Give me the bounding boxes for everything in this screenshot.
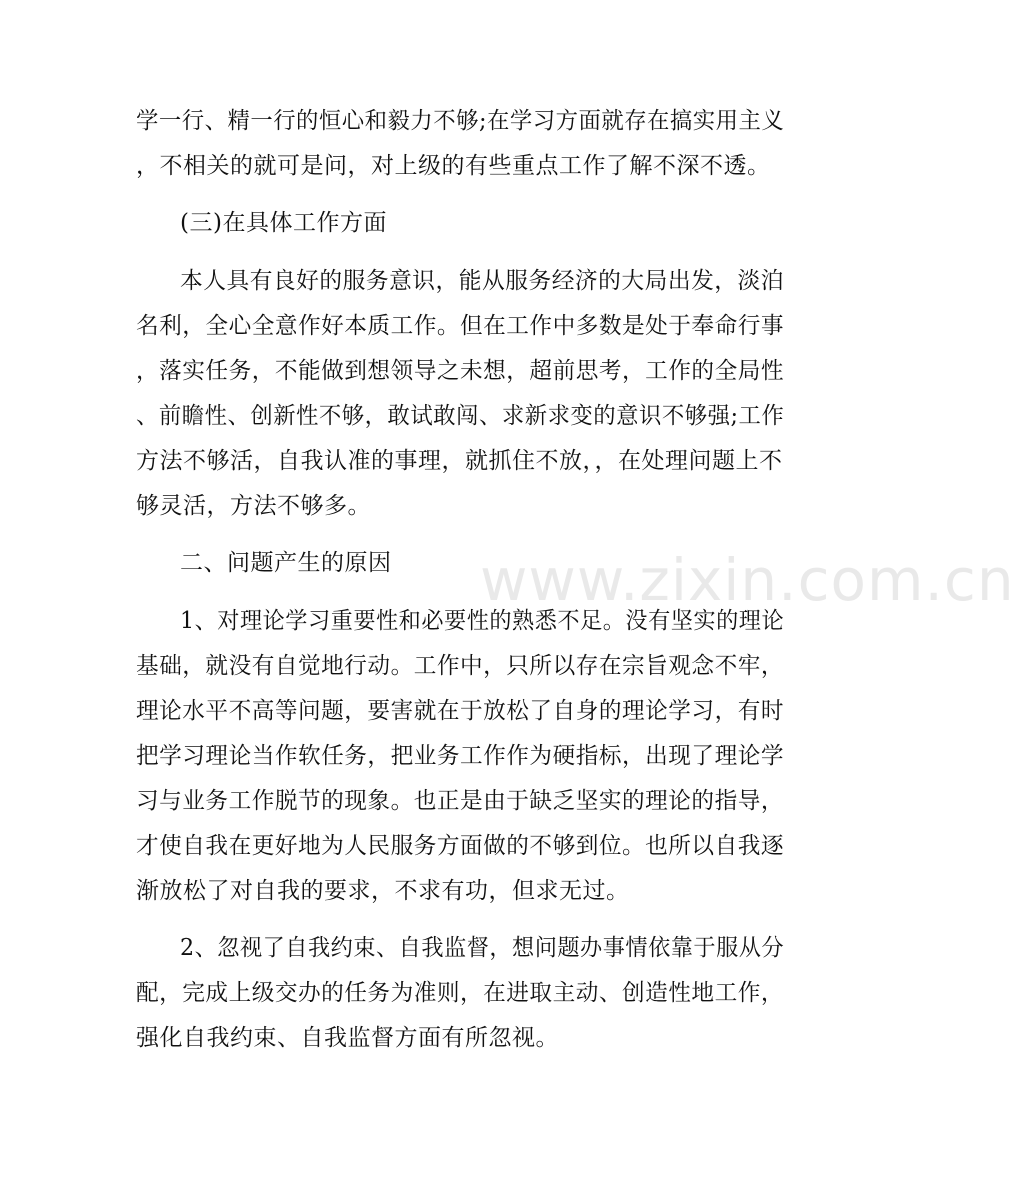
text-line: 强化自我约束、自我监督方面有所忽视。 (136, 1025, 559, 1051)
text-line: 够灵活，方法不够多。 (136, 493, 371, 519)
text-line: 理论水平不高等问题，要害就在于放松了自身的理论学习，有时 (136, 698, 784, 724)
section-heading: 二、问题产生的原因 (180, 550, 392, 576)
text-line: ，落实任务，不能做到想领导之未想，超前思考，工作的全局性 (136, 358, 784, 384)
text-line: 方法不够活，自我认准的事理，就抓住不放，，在处理问题上不 (136, 448, 783, 474)
text-line: ，不相关的就可是问，对上级的有些重点工作了解不深不透。 (136, 153, 771, 179)
watermark: www.zixin.com.cn (480, 546, 1015, 614)
text-line: 1、对理论学习重要性和必要性的熟悉不足。没有坚实的理论 (180, 608, 785, 634)
text-line: 、前瞻性、创新性不够，敢试敢闯、求新求变的意识不够强;工作 (136, 403, 785, 429)
text-line: 学一行、精一行的恒心和毅力不够;在学习方面就存在搞实用主义 (136, 108, 785, 134)
text-line: 基础，就没有自觉地行动。工作中，只所以存在宗旨观念不牢， (136, 653, 784, 679)
text-line: 2、忽视了自我约束、自我监督，想问题办事情依靠于服从分 (180, 935, 785, 961)
section-heading: (三)在具体工作方面 (180, 210, 387, 236)
text-line: 本人具有良好的服务意识，能从服务经济的大局出发，淡泊 (180, 268, 784, 294)
text-line: 渐放松了对自我的要求，不求有功，但求无过。 (136, 878, 630, 904)
text-line: 才使自我在更好地为人民服务方面做的不够到位。也所以自我逐 (136, 833, 784, 859)
text-line: 名利，全心全意作好本质工作。但在工作中多数是处于奉命行事 (136, 313, 784, 339)
text-line: 配，完成上级交办的任务为准则，在进取主动、创造性地工作， (136, 980, 784, 1006)
text-line: 习与业务工作脱节的现象。也正是由于缺乏坚实的理论的指导， (136, 788, 784, 814)
text-line: 把学习理论当作软任务，把业务工作作为硬指标，出现了理论学 (136, 743, 784, 769)
